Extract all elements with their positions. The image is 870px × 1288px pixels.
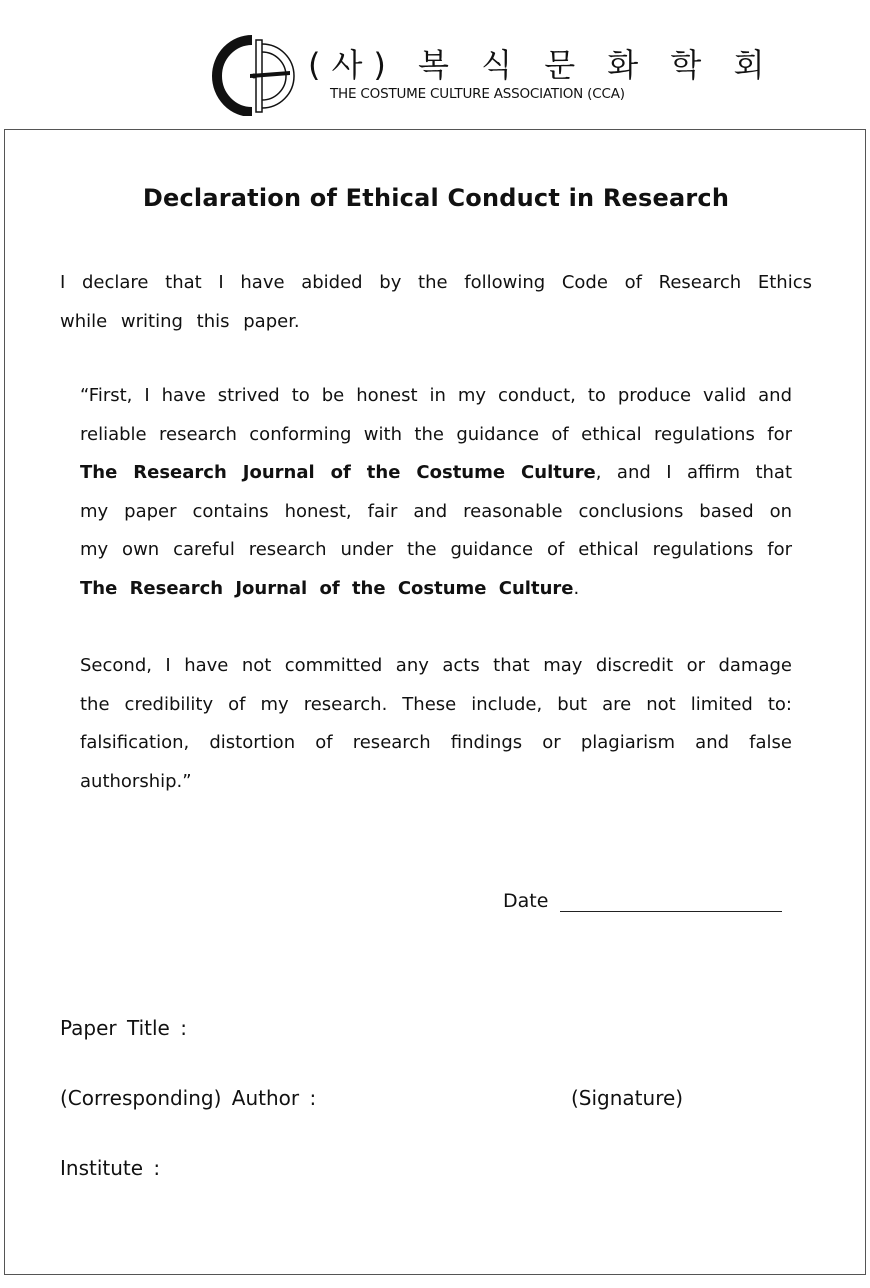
quote1-text-part3: . (573, 577, 580, 599)
author-label: (Corresponding) Author : (60, 1086, 317, 1110)
date-blank-line[interactable] (560, 890, 782, 912)
date-label: Date (503, 890, 549, 912)
date-row (503, 890, 782, 912)
org-name-english: THE COSTUME CULTURE ASSOCIATION (CCA) (330, 86, 625, 102)
quote1-text-part2: , and I affirm that my paper contains honest, fair and reasonable conclusions based on my own careful research under the guidance of ethical regulations for (80, 462, 793, 561)
declaration-frame (4, 129, 866, 1275)
institute-label: Institute : (60, 1156, 161, 1180)
header (0, 30, 870, 120)
intro-paragraph: I declare that I have abided by the following Code of Research Ethics while writing this paper. (60, 272, 812, 332)
journal-name: The Research Journal of the Costume Culture (80, 577, 574, 599)
quote-paragraph-first (80, 377, 792, 609)
quote1-text-part1: “First, I have strived to be honest in my conduct, to produce valid and reliable research conforming with the guidance of ethical regulations for (80, 385, 792, 445)
quote-paragraph-second: Second, I have not committed any acts that may discredit or damage the credibility of my research. These include, but are not limited to: falsification, distortion of research findings or plagiarism and false authorship.” (80, 655, 792, 792)
org-name-korean: (사) 복 식 문 화 학 회 (308, 46, 776, 84)
journal-name: The Research Journal of the Costume Culture (80, 462, 596, 484)
cca-logo-icon (212, 34, 298, 116)
signature-label: (Signature) (571, 1086, 684, 1110)
paper-title-label: Paper Title : (60, 1016, 187, 1040)
document-title: Declaration of Ethical Conduct in Research (142, 184, 730, 212)
